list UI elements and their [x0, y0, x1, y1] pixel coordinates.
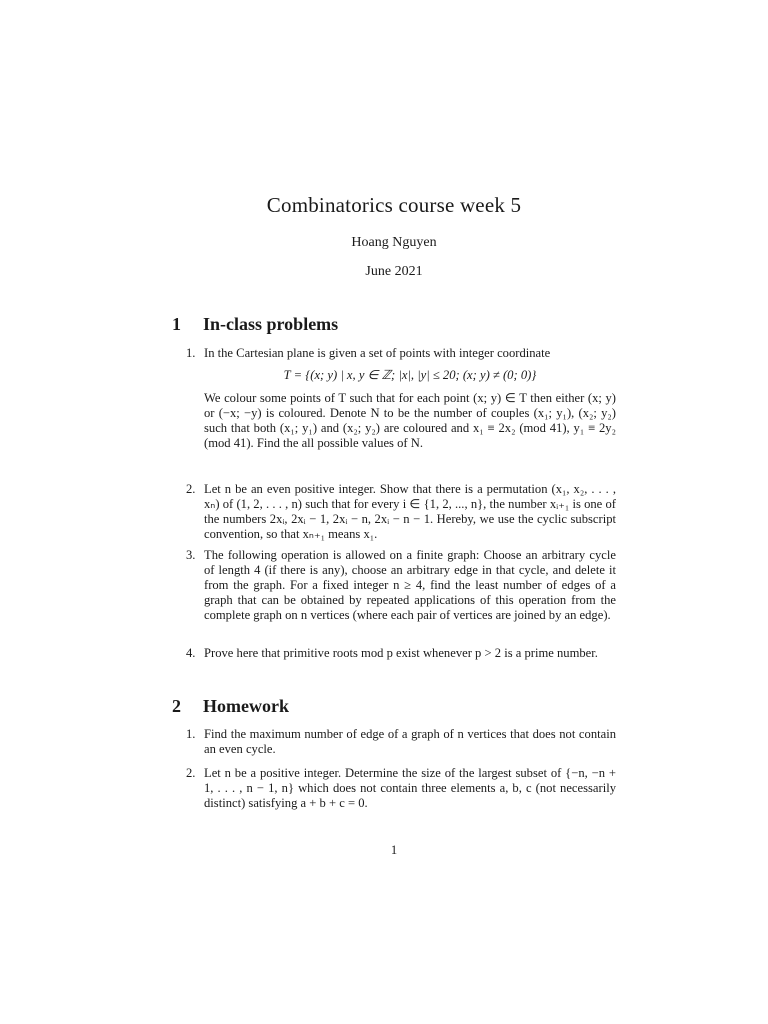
- problem-text: Let n be an even positive integer. Show that there is a permutation (x₁, x₂, . . . , xₙ) of (1, 2, . . . , n) such that for every i ∈ {1, 2, ..., n}, the number xᵢ₊₁ is one of the numbers 2xᵢ, 2xᵢ − 1, 2xᵢ − n, 2xᵢ − n − 1. Hereby, we use the cyclic subscript convention, so that xₙ₊₁ means x₁.: [204, 482, 616, 541]
- problem-intro: In the Cartesian plane is given a set of points with integer coordinate: [204, 346, 551, 360]
- problem-text: Let n be a positive integer. Determine the size of the largest subset of {−n, −n + 1, . . . , n − 1, n} which does not contain three elements a, b, c (not necessarily distinct) satisfying a + b + c = 0.: [204, 766, 616, 810]
- section-title: Homework: [203, 696, 289, 716]
- section-heading: [172, 696, 289, 717]
- paper-title: Combinatorics course week 5: [266, 193, 522, 217]
- problem-item: [186, 766, 616, 811]
- problem-item: [186, 727, 616, 757]
- section-heading: [172, 314, 338, 335]
- paper-author: Hoang Nguyen: [351, 235, 437, 250]
- paper-date: June 2021: [365, 264, 423, 279]
- item-marker: 2.: [186, 482, 196, 496]
- item-marker: 1.: [186, 346, 196, 360]
- problem-item: [186, 646, 616, 661]
- problem-text: We colour some points of T such that for each point (x; y) ∈ T then either (x; y) or (−x; −y) is coloured. Denote N to be the number of couples (x₁; y₁), (x₂; y₂) such that both (x₁; y₁) and (x₂; y₂) are coloured and x₁ ≡ 2x₂ (mod 41), y₁ ≡ 2y₂ (mod 41). Find the all possible values of N.: [204, 391, 616, 450]
- item-marker: 4.: [186, 646, 196, 660]
- page-number: 1: [390, 843, 398, 857]
- section-number: 1: [172, 314, 181, 334]
- item-marker: 2.: [186, 766, 196, 780]
- problem-text: Prove here that primitive roots mod p exist whenever p > 2 is a prime number.: [204, 646, 598, 660]
- problem-item: [186, 548, 616, 623]
- problem-item: [186, 346, 616, 451]
- display-equation: T = {(x; y) | x, y ∈ ℤ; |x|, |y| ≤ 20; (x; y) ≠ (0; 0)}: [283, 368, 537, 382]
- problem-item: [186, 482, 616, 542]
- problem-text: The following operation is allowed on a finite graph: Choose an arbitrary cycle of length 4 (if there is any), choose an arbitrary edge in that cycle, and delete it from the graph. For a fixed integer n ≥ 4, find the least number of edges of a graph that can be obtained by repeated applications of this operation from the complete graph on n vertices (where each pair of vertices are joined by an edge).: [204, 548, 616, 622]
- item-marker: 1.: [186, 727, 196, 741]
- item-marker: 3.: [186, 548, 196, 562]
- section-title: In-class problems: [203, 314, 339, 334]
- problem-text: Find the maximum number of edge of a graph of n vertices that does not contain an even cycle.: [204, 727, 616, 756]
- section-number: 2: [172, 696, 181, 716]
